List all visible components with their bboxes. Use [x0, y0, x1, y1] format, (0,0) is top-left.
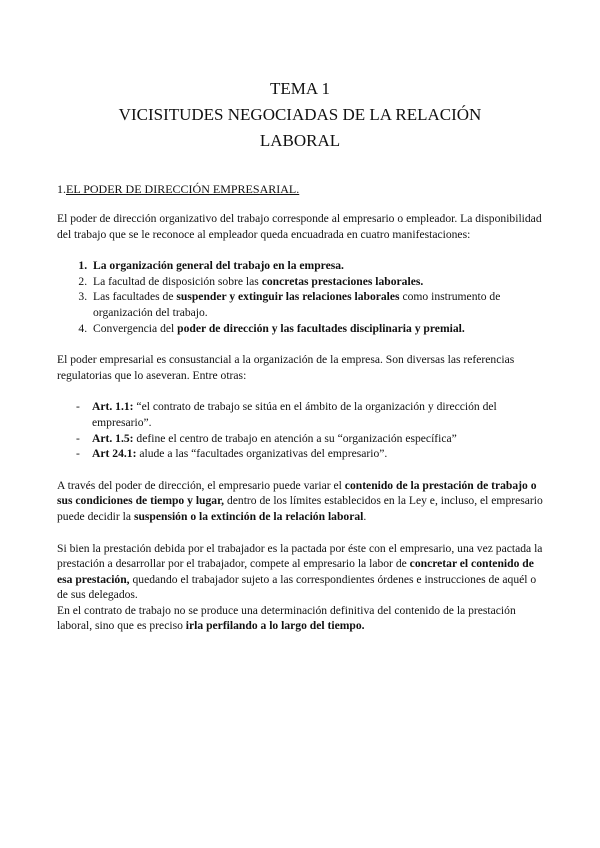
direction-paragraph: A través del poder de dirección, el empresario puede variar el contenido de la prestación de trabajo o sus condiciones de tiempo y lugar, dentro de los límites establecidos en la Ley e, incluso, el empresario puede decidir la suspensión o la extinción de la relación laboral.: [57, 478, 543, 523]
dash-bullet: -: [76, 431, 80, 445]
title-line-3: LABORAL: [259, 131, 341, 150]
intro-paragraph: El poder de dirección organizativo del trabajo corresponde al empresario o empleador. La disponibilidad del trabajo que se le reconoce al empleador queda encuadrada en cuatro manifestaciones:: [57, 212, 542, 241]
list-item: - Art. 1.5: define el centro de trabajo en atención a su “organización específica”: [76, 431, 457, 445]
list-item: 1. La organización general del trabajo en la empresa.: [90, 258, 543, 274]
list-item: 3. Las facultades de suspender y extinguir las relaciones laborales como instrumento de organización del trabajo.: [90, 289, 543, 320]
list-item: 4. Convergencia del poder de dirección y las facultades disciplinaria y premial.: [90, 321, 543, 337]
references-paragraph: El poder empresarial es consustancial a la organización de la empresa. Son diversas las referencias regulatorias que lo aseveran. Entre otras:: [57, 353, 515, 382]
prestation-paragraph: Si bien la prestación debida por el trabajador es la pactada por éste con el empresario, una vez pactada la prestación a desarrollar por el trabajador, compete al empresario la labor de concretar el contenido de esa prestación, quedando el trabajador sujeto a las correspondientes órdenes e instrucciones de aquél o de sus delegados.: [57, 541, 543, 602]
title-line-1: TEMA 1: [270, 79, 330, 98]
title-line-2: VICISITUDES NEGOCIADAS DE LA RELACIÓN: [118, 105, 482, 124]
section-heading-text: EL PODER DE DIRECCIÓN EMPRESARIAL.: [66, 182, 300, 196]
list-item: - Art. 1.1: “el contrato de trabajo se sitúa en el ámbito de la organización y dirección del empresario”.: [76, 400, 497, 429]
dash-bullet: -: [76, 400, 80, 414]
manifestations-list: [57, 258, 543, 336]
list-item: 2. La facultad de disposición sobre las concretas prestaciones laborales.: [90, 274, 543, 290]
article-list: [57, 399, 543, 461]
dash-bullet: -: [76, 447, 80, 461]
document-page: [57, 76, 543, 650]
section-number: 1.: [57, 182, 66, 196]
document-title: [57, 76, 543, 154]
list-item: - Art 24.1: alude a las “facultades organizativas del empresario”.: [76, 447, 388, 461]
section-heading: [57, 182, 543, 197]
contract-paragraph: En el contrato de trabajo no se produce una determinación definitiva del contenido de la prestación laboral, sino que es preciso irla perfilando a lo largo del tiempo.: [57, 603, 516, 633]
